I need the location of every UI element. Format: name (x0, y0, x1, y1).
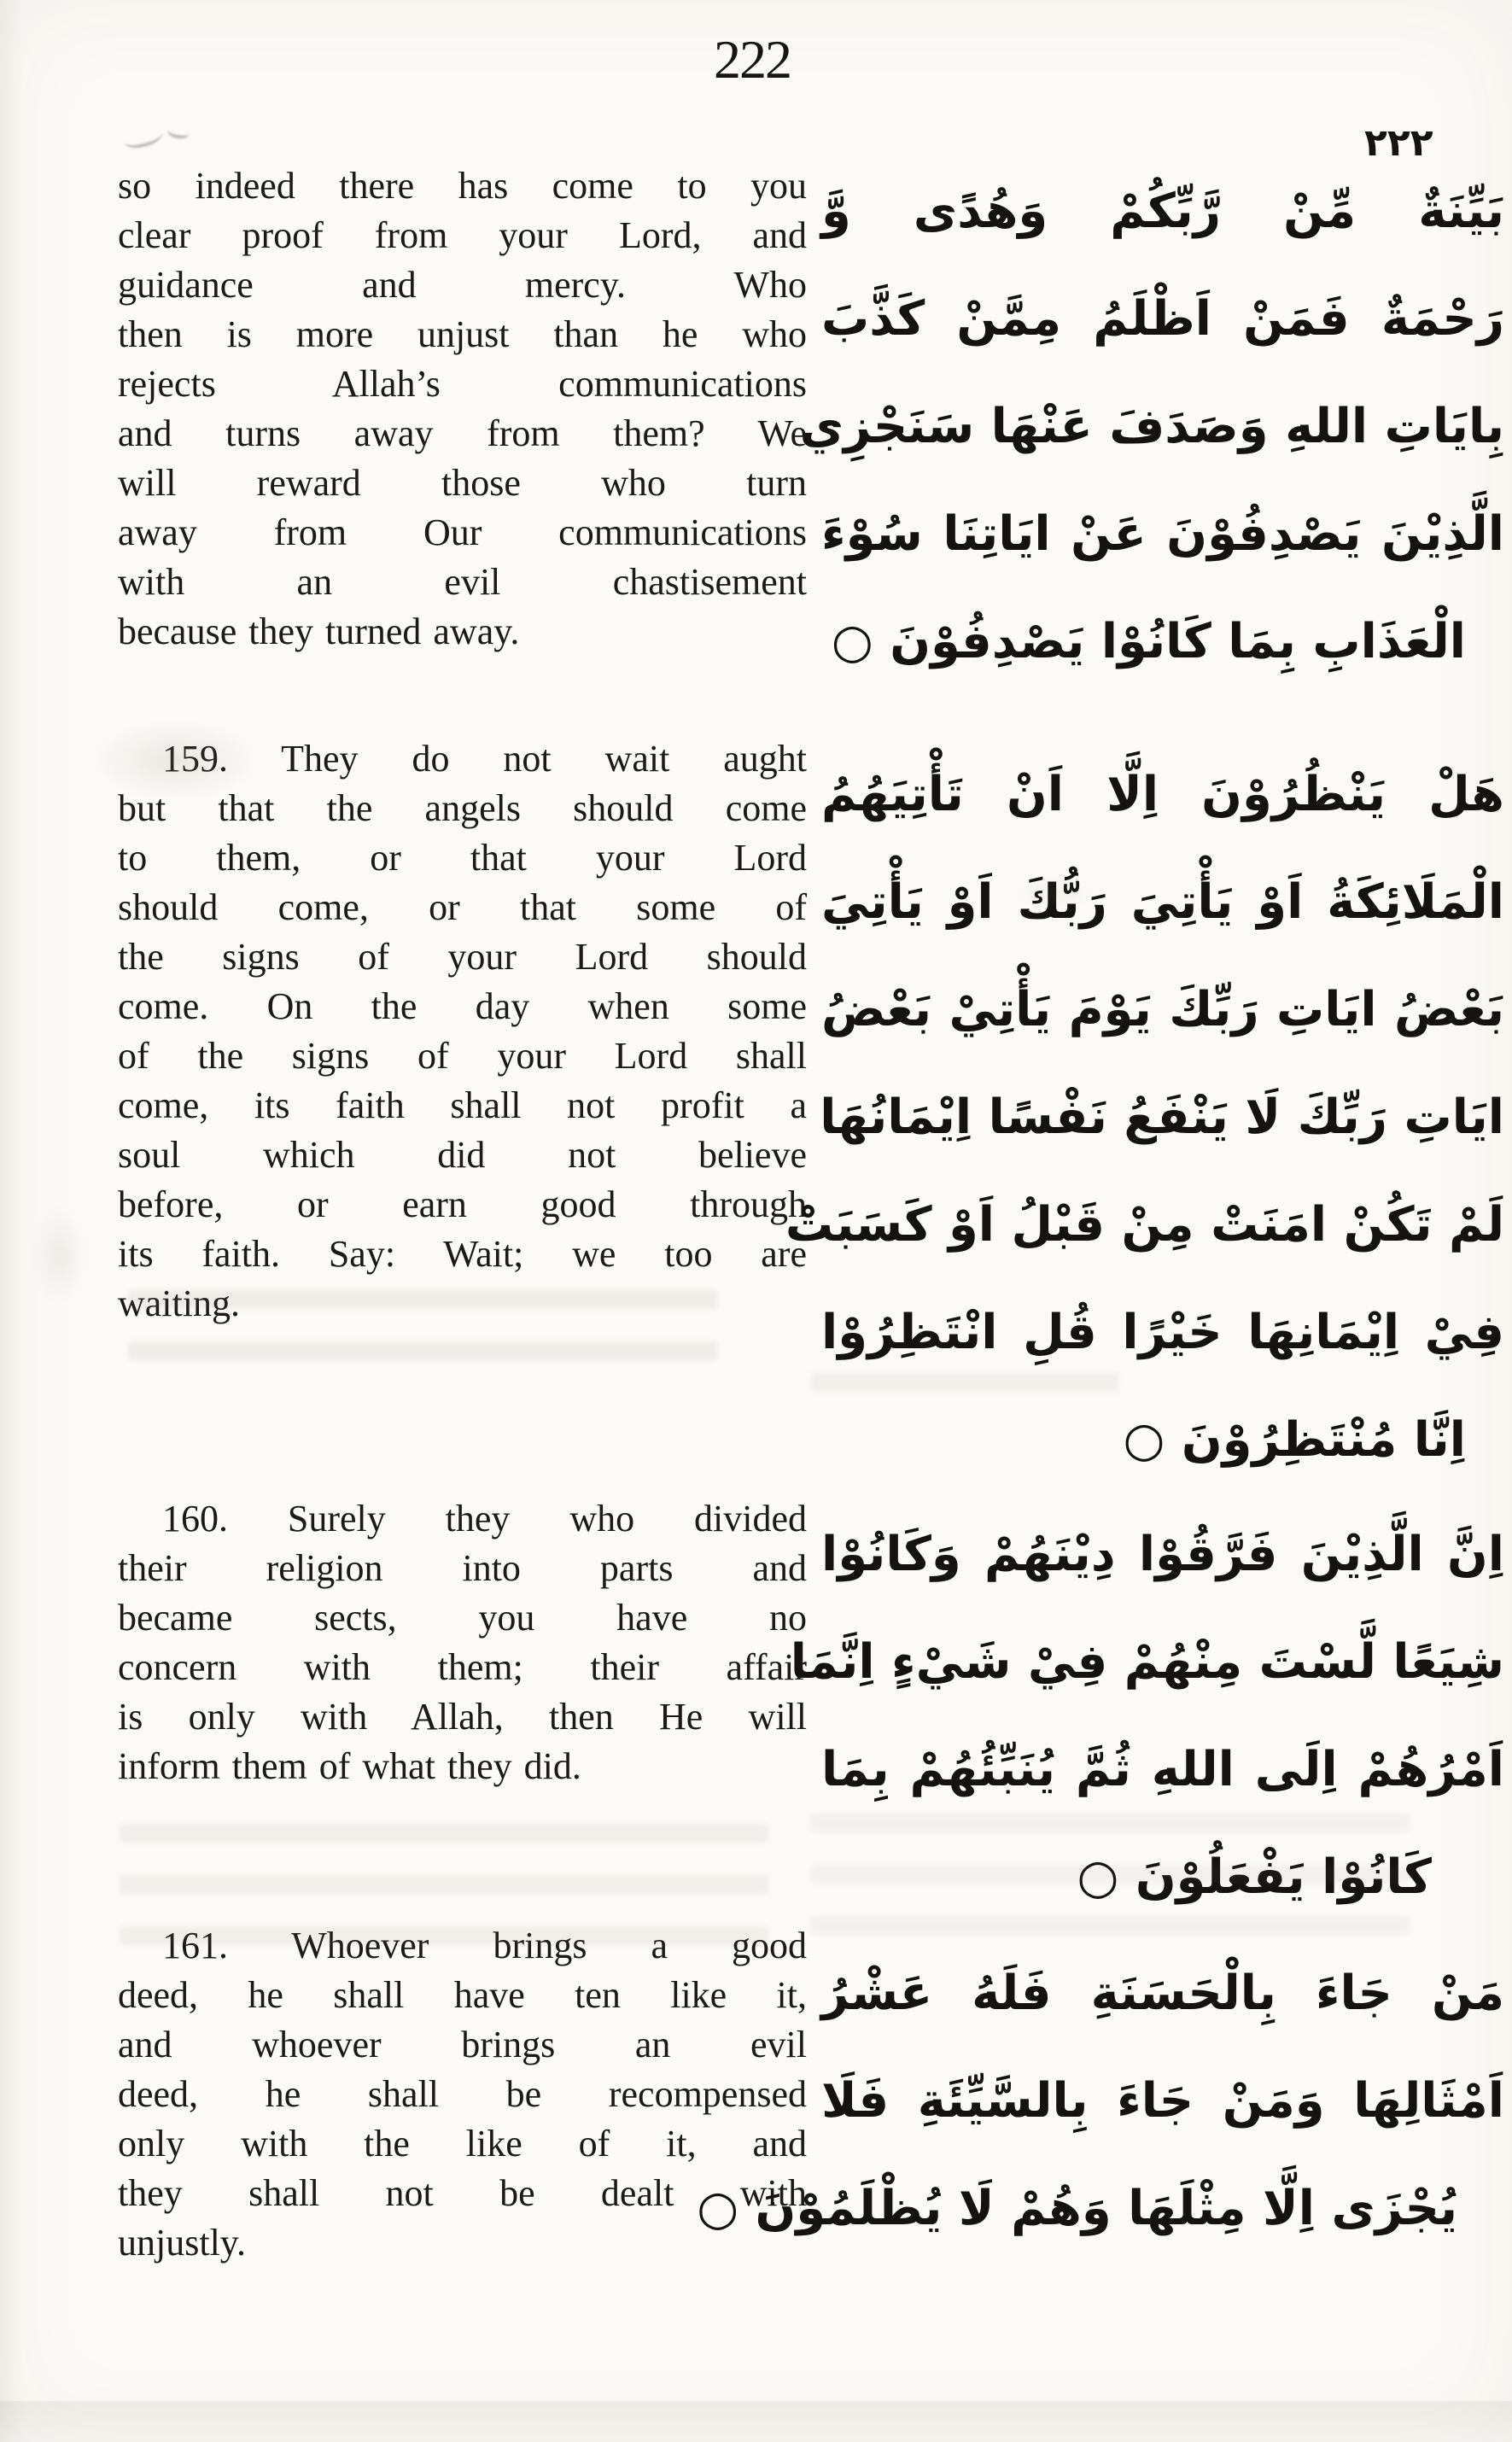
english-text-line: its faith. Say: Wait; we too are (118, 1233, 807, 1275)
page-number-arabic: ٢٢٢ (1364, 121, 1433, 165)
arabic-text-line: بِايَاتِ اللهِ وَصَدَفَ عَنْهَا سَنَجْزِي (799, 399, 1504, 454)
arabic-text-line: شِيَعًا لَّسْتَ مِنْهُمْ فِيْ شَيْءٍ اِنَّمَا (790, 1634, 1504, 1690)
arabic-text-line: الْمَلَائِكَةُ اَوْ يَأْتِيَ رَبُّكَ اَوْ يَأْتِيَ (821, 874, 1504, 930)
english-text-line: should come, or that some of (118, 886, 807, 928)
arabic-ayah-157 (799, 158, 1504, 696)
english-text-line: became sects, you have no (118, 1597, 807, 1639)
arabic-text-line: الَّذِيْنَ يَصْدِفُوْنَ عَنْ ايَاتِنَا سُوْءَ (821, 506, 1504, 562)
english-text-line: rejects Allah’s communications (118, 363, 807, 405)
arabic-text-line: رَحْمَةٌ فَمَنْ اَظْلَمُ مِمَّنْ كَذَّبَ (821, 291, 1504, 347)
english-text-line: before, or earn good through (118, 1183, 807, 1225)
english-text-line: then is more unjust than he who (118, 313, 807, 355)
arabic-text-line: بَعْضُ ايَاتِ رَبِّكَ يَوْمَ يَأْتِيْ بَعْضُ (821, 982, 1504, 1037)
arabic-text-line: كَانُوْا يَفْعَلُوْنَ ○ (1077, 1849, 1432, 1905)
arabic-text-line: فِيْ اِيْمَانِهَا خَيْرًا قُلِ انْتَظِرُوْا (821, 1305, 1504, 1360)
english-text-line: soul which did not believe (118, 1134, 807, 1176)
english-text-line: because they turned away. (118, 610, 520, 652)
page-number-latin: 222 (714, 29, 791, 90)
scan-smudge (94, 722, 256, 798)
scan-smudge (1016, 875, 1093, 909)
english-text-line: concern with them; their affair (118, 1646, 807, 1688)
english-text-line: deed, he shall be recompensed (118, 2073, 807, 2115)
english-paragraph-160 (118, 1494, 807, 1791)
english-paragraph-157 (118, 161, 807, 657)
english-text-line: come. On the day when some (118, 985, 807, 1027)
arabic-text-line: لَمْ تَكُنْ امَنَتْ مِنْ قَبْلُ اَوْ كَسَبَتْ (785, 1197, 1504, 1253)
english-text-line: guidance and mercy. Who (118, 264, 807, 306)
english-text-line: waiting. (118, 1282, 240, 1324)
showthrough-ghost (811, 1359, 1118, 1421)
page-bottom-shade (0, 2401, 1512, 2442)
scan-smudge (34, 1208, 85, 1302)
english-text-line: is only with Allah, then He will (118, 1696, 807, 1738)
arabic-text-line: اَمْرُهُمْ اِلَى اللهِ ثُمَّ يُنَبِّئُهُمْ بِمَا (821, 1742, 1504, 1797)
arabic-text-line: اِنَّا مُنْتَظِرُوْنَ ○ (1123, 1412, 1466, 1468)
pencil-mark (166, 123, 190, 140)
arabic-text-line: بَيِّنَةٌ مِّنْ رَّبِّكُمْ وَهُدًى وَّ (821, 184, 1504, 239)
english-text-line: and turns away from them? We (118, 412, 807, 454)
arabic-text-line: مَنْ جَاءَ بِالْحَسَنَةِ فَلَهُ عَشْرُ (821, 1966, 1504, 2021)
english-text-line: will reward those who turn (118, 462, 807, 504)
english-text-line: unjustly. (118, 2222, 246, 2264)
pencil-mark (121, 122, 164, 151)
english-text-line: their religion into parts and (118, 1547, 807, 1589)
arabic-ayah-160 (697, 1940, 1504, 2263)
arabic-text-line: اَمْثَالِهَا وَمَنْ جَاءَ بِالسَّيِّئَةِ فَلَا (821, 2073, 1504, 2129)
english-text-line: and whoever brings an evil (118, 2024, 807, 2065)
english-text-line: only with the like of it, and (118, 2123, 807, 2164)
arabic-text-line: ايَاتِ رَبِّكَ لَا يَنْفَعُ نَفْسًا اِيْمَانُهَا (820, 1090, 1504, 1145)
page-left-shade (0, 0, 24, 2442)
english-text-line: of the signs of your Lord shall (118, 1035, 807, 1077)
arabic-text-line: يُجْزَى اِلَّا مِثْلَهَا وَهُمْ لَا يُظْلَمُوْنَ ○ (697, 2181, 1457, 2236)
english-text-line: come, its faith shall not profit a (118, 1084, 807, 1126)
english-text-line: 160. Surely they who divided (162, 1498, 807, 1539)
showthrough-ghost (120, 1810, 768, 1955)
english-text-line: they shall not be dealt with (118, 2172, 807, 2214)
english-text-line: to them, or that your Lord (118, 837, 807, 879)
english-text-line: deed, he shall have ten like it, (118, 1974, 807, 2016)
english-text-line: with an evil chastisement (118, 561, 807, 603)
arabic-text-line: الْعَذَابِ بِمَا كَانُوْا يَصْدِفُوْنَ ○ (831, 614, 1466, 669)
english-text-line: away from Our communications (118, 511, 807, 553)
arabic-text-line: هَلْ يَنْظُرُوْنَ اِلَّا اَنْ تَأْتِيَهُمُ (821, 767, 1504, 822)
showthrough-ghost (811, 1800, 1409, 1937)
showthrough-ghost (128, 1276, 717, 1383)
english-text-line: 161. Whoever brings a good (162, 1925, 807, 1966)
english-text-line: clear proof from your Lord, and (118, 214, 807, 256)
english-text-line: the signs of your Lord should (118, 936, 807, 978)
arabic-text-line: اِنَّ الَّذِيْنَ فَرَّقُوْا دِيْنَهُمْ وَكَانُوْا (821, 1527, 1504, 1582)
english-text-line: inform them of what they did. (118, 1745, 581, 1787)
english-text-line: 159. They do not wait aught (162, 738, 807, 780)
english-paragraph-159 (118, 734, 807, 1329)
english-text-line: so indeed there has come to you (118, 165, 807, 207)
english-text-line: but that the angels should come (118, 787, 807, 829)
